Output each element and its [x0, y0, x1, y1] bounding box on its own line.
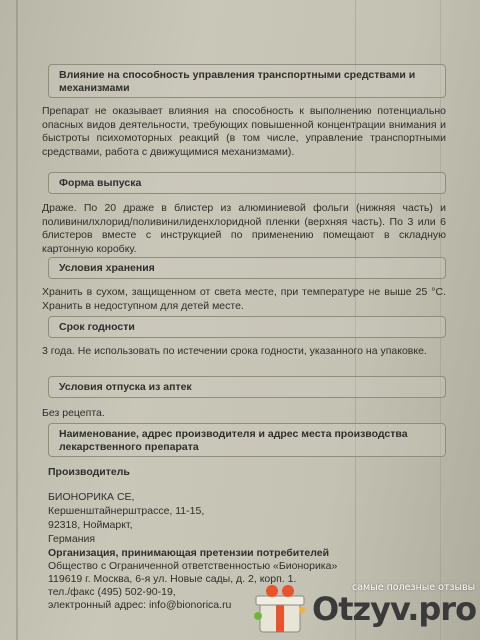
- section-heading-shelf-life: [48, 316, 446, 338]
- watermark-tagline: самые полезные отзывы: [352, 582, 476, 593]
- section-heading-manufacturer: [48, 423, 446, 457]
- section-heading-dispense: [48, 376, 446, 398]
- address-line: 92318, Ноймаркт,: [48, 519, 133, 531]
- heading-text: Срок годности: [59, 321, 135, 333]
- form-text: Драже. По 20 драже в блистер из алюминиевой фольги (нижняя часть) и поливинилхлорид/поливинилиденхлоридной пленки (верхняя часть). По 3 или 6 блистеров вместе с инструкцией по применению помещают в складную картонную коробку.: [42, 202, 446, 255]
- address-line: БИОНОРИКА СЕ,: [48, 491, 135, 503]
- section-heading-storage: [48, 257, 446, 279]
- driving-text: Препарат не оказывает влияния на способность к выполнению потенциально опасных видов деятельности, требующих повышенной концентрации внимания и быстроты психомоторных реакций (в том числе, управление транспортными средствами, работа с движущимися механизмами).: [42, 105, 446, 158]
- heading-text: Условия хранения: [59, 262, 155, 274]
- leaflet-content: [28, 0, 446, 640]
- watermark-brand: Otzyv.pro: [312, 590, 477, 628]
- heading-text: Условия отпуска из аптек: [59, 381, 192, 393]
- heading-text: Наименование, адрес производителя и адрес места производства лекарственного препарата: [59, 428, 408, 453]
- address-line: электронный адрес: info@bionorica.ru: [48, 599, 232, 611]
- heading-text: Форма выпуска: [59, 177, 142, 189]
- address-line: тел./факс (495) 502-90-19,: [48, 586, 176, 598]
- claims-heading: Организация, принимающая претензии потребителей: [48, 547, 330, 559]
- otzyv-watermark: [250, 580, 475, 636]
- address-line: Кершенштайнерштрассе, 11-15,: [48, 505, 205, 517]
- producer-heading: Производитель: [48, 466, 130, 478]
- gift-icon: [250, 580, 312, 636]
- address-line: 119619 г. Москва, 6-я ул. Новые сады, д. 2, корп. 1.: [48, 573, 297, 585]
- dispense-text: Без рецепта.: [42, 407, 105, 419]
- storage-text: Хранить в сухом, защищенном от света месте, при температуре не выше 25 °С. Хранить в недоступном для детей месте.: [42, 286, 446, 312]
- heading-text: Влияние на способность управления транспортными средствами и механизмами: [59, 69, 416, 94]
- producer-address: [48, 490, 204, 546]
- paper-fold: [16, 0, 18, 640]
- section-heading-driving: [48, 64, 446, 98]
- address-line: Общество с Ограниченной ответственностью «Бионорика»: [48, 560, 338, 572]
- address-line: Германия: [48, 533, 96, 545]
- shelf-life-text: 3 года. Не использовать по истечении срока годности, указанного на упаковке.: [42, 345, 427, 357]
- section-heading-form: [48, 172, 446, 194]
